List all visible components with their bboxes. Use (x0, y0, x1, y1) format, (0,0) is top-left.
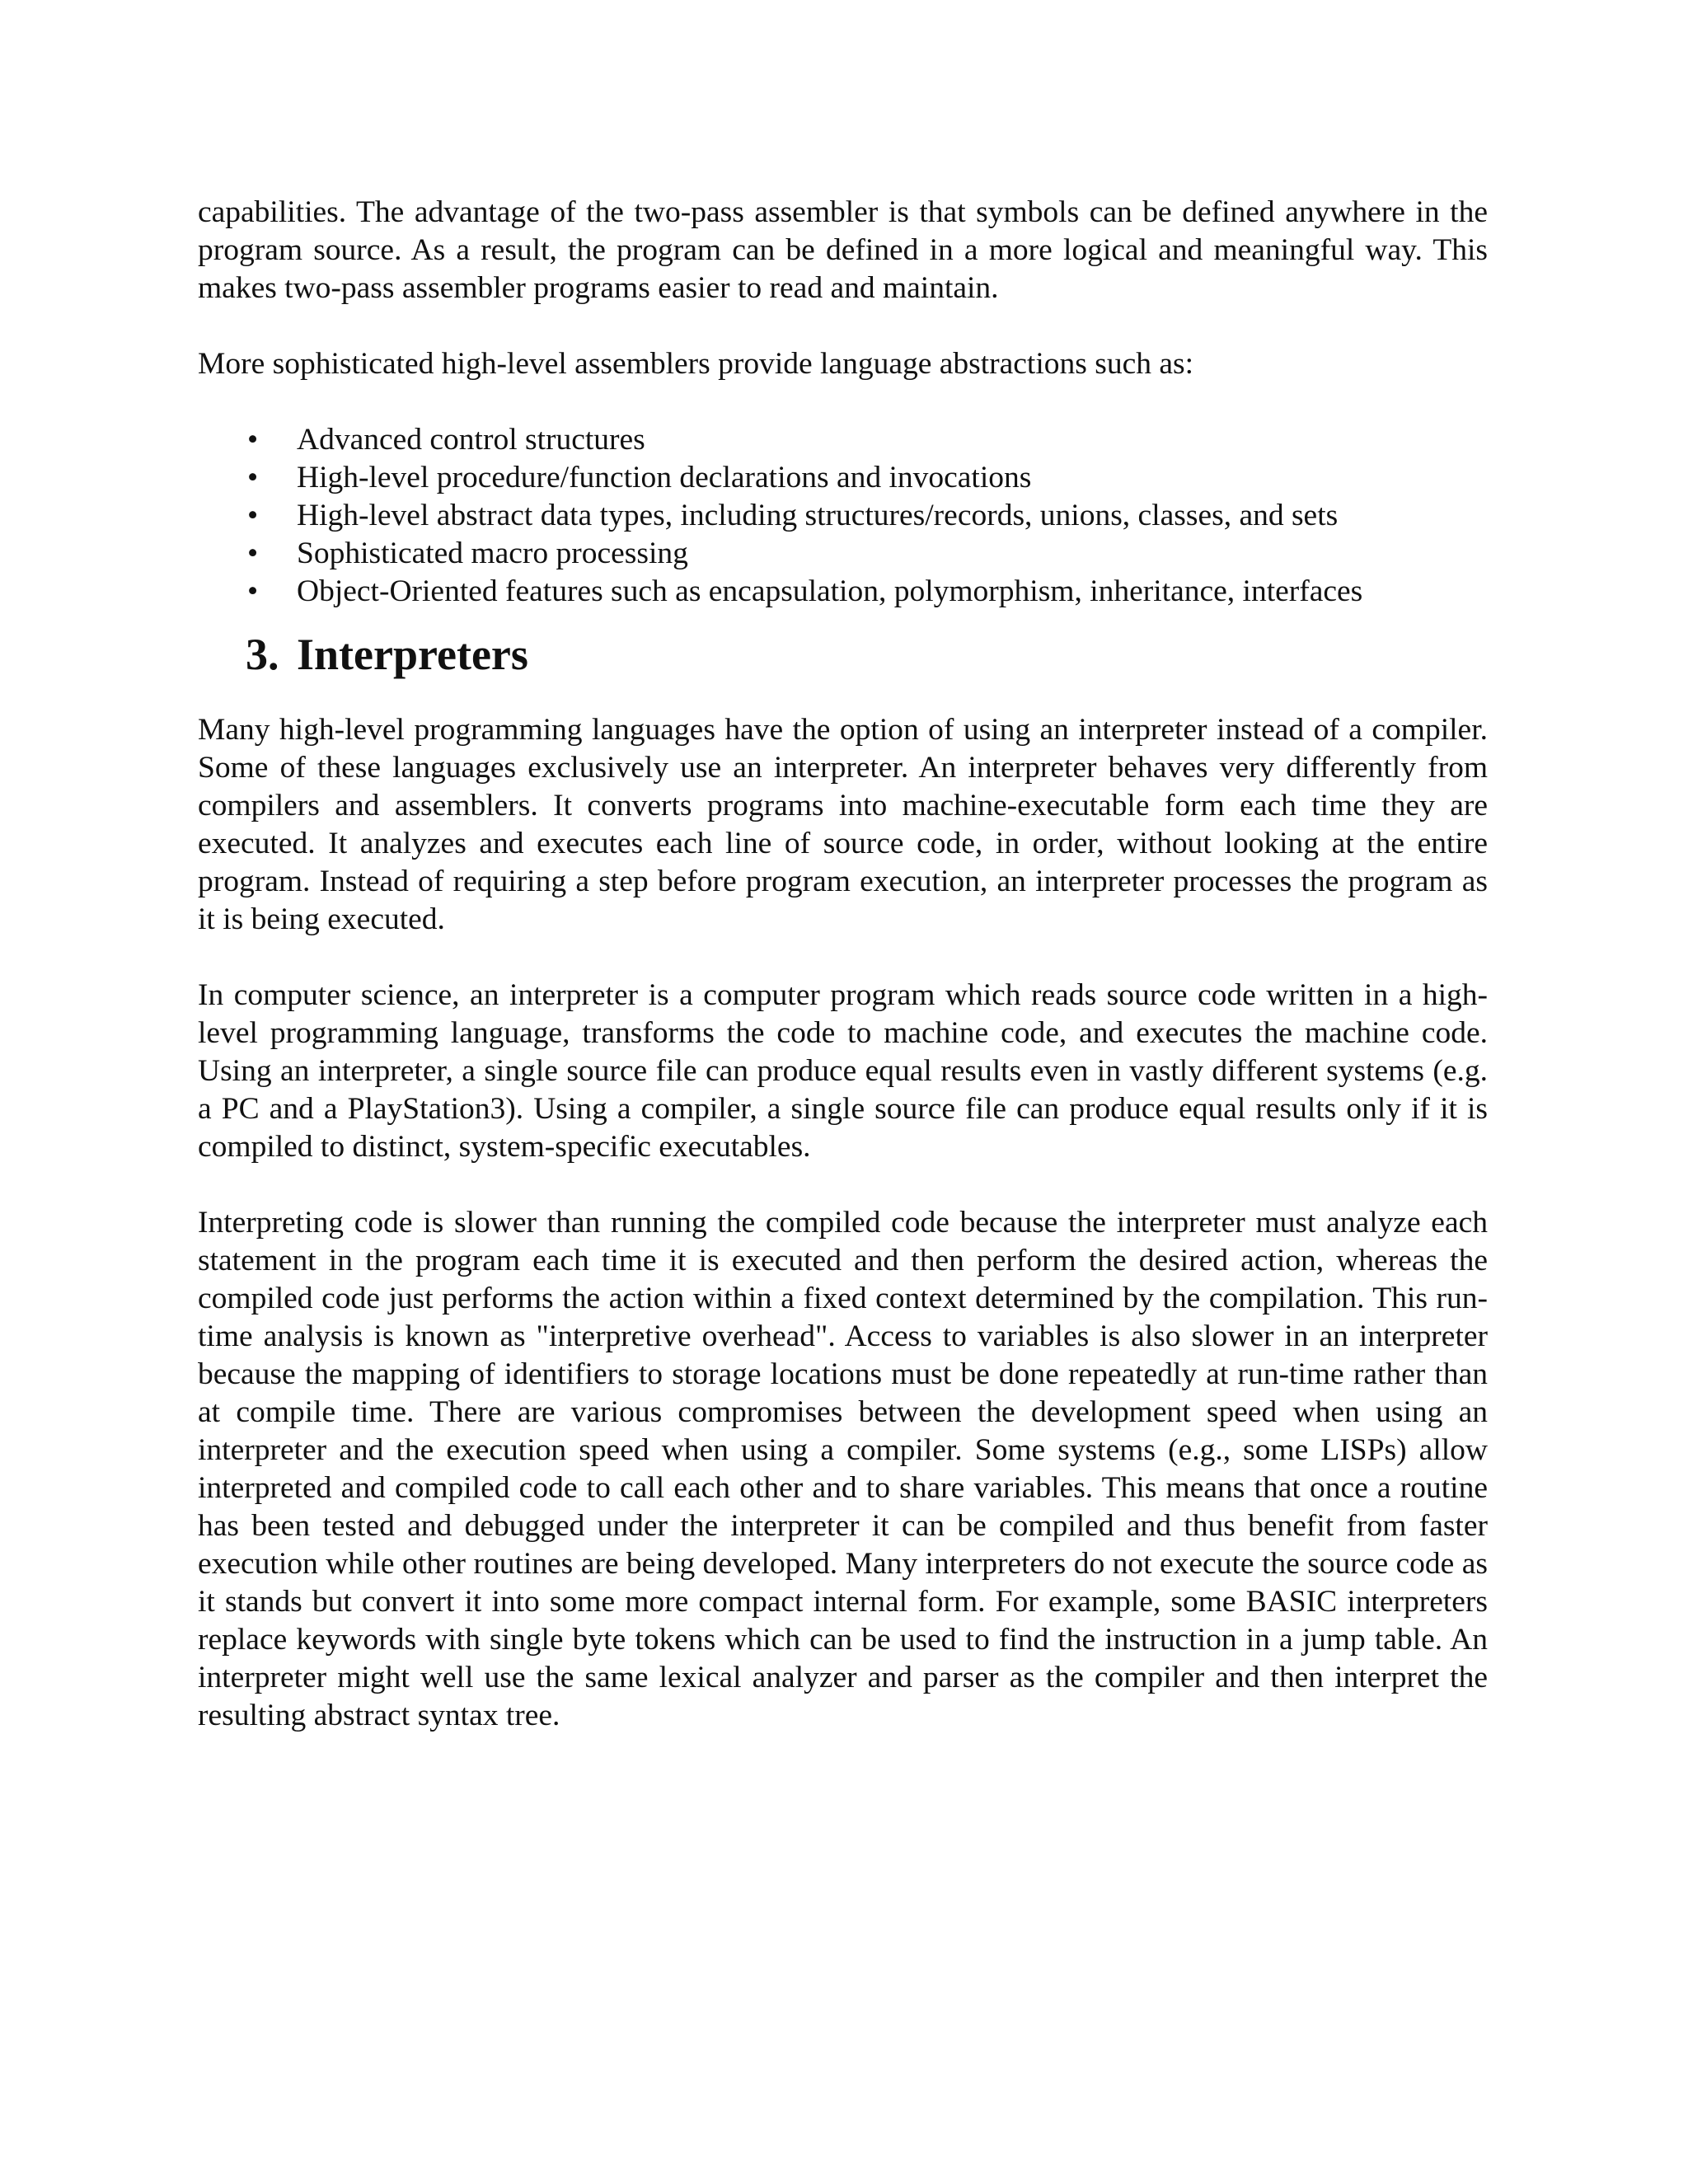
body-paragraph-2: In computer science, an interpreter is a computer program which reads source code written in a high-level programming language, transforms the code to machine code, and executes the machine code. Using an interpreter, a single source file can produce equal results even in vastly different systems (e.g. a PC and a PlayStation3). Using a compiler, a single source file can produce equal results only if it is compiled to distinct, system-specific executables. (198, 978, 1488, 1164)
list-item (198, 573, 1488, 611)
intro-paragraph-2: More sophisticated high-level assemblers provide language abstractions such as: (198, 347, 1194, 381)
section-heading (198, 627, 1488, 682)
bullet-icon: • (247, 537, 259, 570)
list-item-text: Sophisticated macro processing (297, 537, 688, 570)
document-page (198, 194, 1488, 1735)
paragraph-gap (198, 307, 1488, 345)
body-paragraph-3: Interpreting code is slower than running the compiled code because the interpreter must analyze each statement in the program each time it is executed and then perform the desired action, whereas the compiled code just performs the action within a fixed context determined by the compilation. This run-time analysis is known as "interpretive overhead". Access to variables is also slower in an interpreter because the mapping of identifiers to storage locations must be done repeatedly at run-time rather than at compile time. There are various compromises between the development speed when using an interpreter and the execution speed when using a compiler. Some systems (e.g., some LISPs) allow interpreted and compiled code to call each other and to share variables. This means that once a routine has been tested and debugged under the interpreter it can be compiled and thus benefit from faster execution while other routines are being developed. Many interpreters do not execute the source code as it stands but convert it into some more compact internal form. For example, some BASIC interpreters replace keywords with single byte tokens which can be used to find the instruction in a jump table. An interpreter might well use the same lexical analyzer and parser as the compiler and then interpret the resulting abstract syntax tree. (198, 1206, 1488, 1732)
bullet-icon: • (247, 499, 259, 532)
list-item (198, 535, 1488, 573)
bullet-icon: • (247, 461, 259, 494)
section-title: Interpreters (297, 630, 528, 679)
abstractions-list (198, 421, 1488, 611)
bullet-icon: • (247, 574, 259, 608)
list-item-text: Advanced control structures (297, 423, 645, 457)
list-item (198, 459, 1488, 497)
paragraph-gap (198, 1166, 1488, 1204)
section-number: 3. (246, 630, 279, 679)
intro-paragraph-1: capabilities. The advantage of the two-pass assembler is that symbols can be defined anywhere in the program source. As a result, the program can be defined in a more logical and meaningful way. This makes two-pass assembler programs easier to read and maintain. (198, 195, 1488, 305)
paragraph-gap (198, 939, 1488, 977)
body-paragraph-1: Many high-level programming languages have the option of using an interpreter instead of a compiler. Some of these languages exclusively use an interpreter. An interpreter behaves very differently from compilers and assemblers. It converts programs into machine-executable form each time they are executed. It analyzes and executes each line of source code, in order, without looking at the entire program. Instead of requiring a step before program execution, an interpreter processes the program as it is being executed. (198, 713, 1488, 936)
list-item (198, 497, 1488, 535)
list-item (198, 421, 1488, 459)
list-item-text: High-level abstract data types, including structures/records, unions, classes, and sets (297, 499, 1339, 532)
bullet-icon: • (247, 423, 259, 457)
list-item-text: High-level procedure/function declarations and invocations (297, 461, 1032, 494)
list-item-text: Object-Oriented features such as encapsulation, polymorphism, inheritance, interfaces (297, 574, 1363, 608)
paragraph-gap (198, 383, 1488, 421)
